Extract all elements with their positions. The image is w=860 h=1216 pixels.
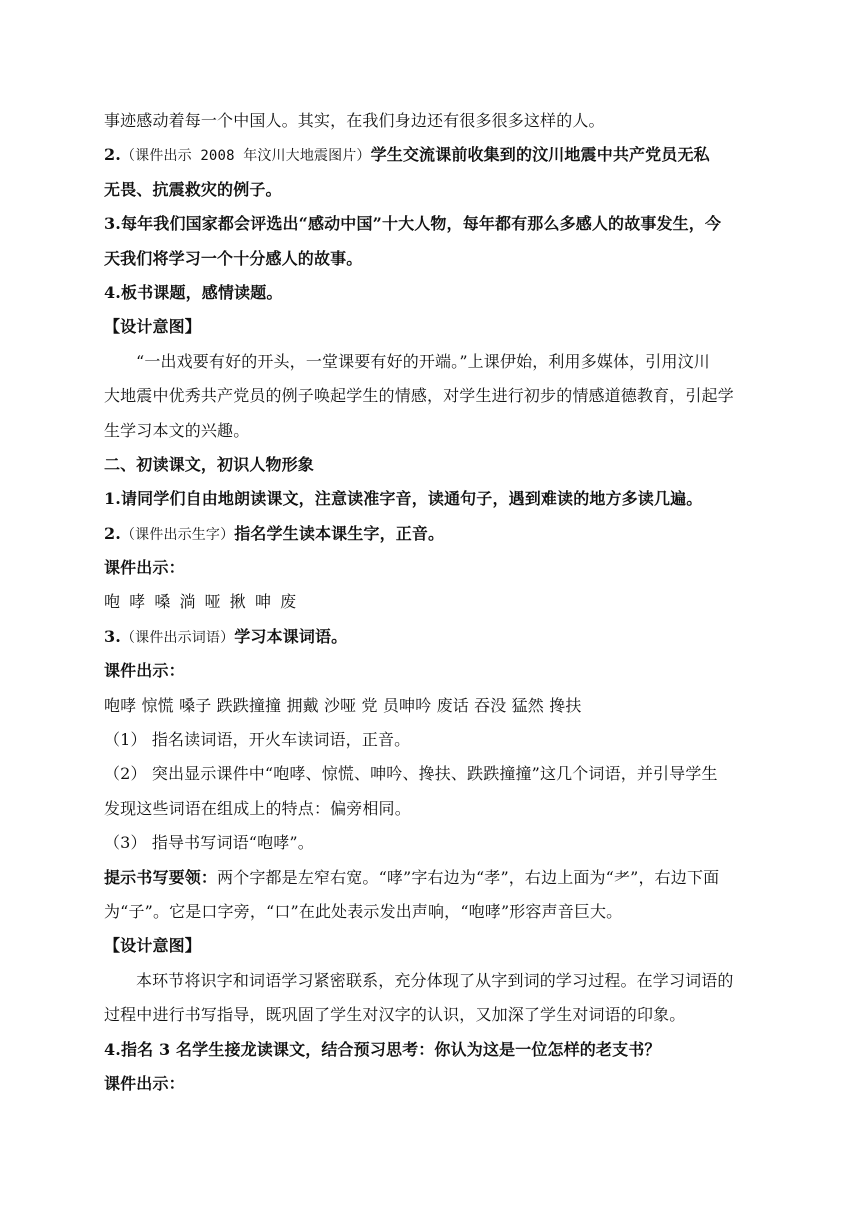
step-3-line — [104, 620, 784, 654]
design-intent-heading: 【设计意图】 — [104, 936, 201, 956]
design-intent-text: 过程中进行书写指导，既巩固了学生对汉字的认识，又加深了学生对词语的印象。 — [104, 1005, 686, 1025]
character: 咆 — [104, 592, 121, 612]
step-4-line: 4.指名 3 名学生接龙读课文，结合预习思考：你认为这是一位怎样的老支书？ — [104, 1039, 661, 1059]
step-2-continued: 无畏、抗震救灾的例子。 — [104, 179, 282, 199]
paragraph-line: 事迹感动着每一个中国人。其实，在我们身边还有很多很多这样的人。 — [104, 111, 605, 130]
design-intent-text: 本环节将识字和词语学习紧密联系，充分体现了从字到词的学习过程。在学习词语的 — [136, 970, 734, 990]
character: 淌 — [179, 592, 196, 612]
step-number: 3. — [104, 626, 122, 646]
step-1-line: 1.请同学们自由地朗读课文，注意读准字音，读通句子，遇到难读的地方多读几遍。 — [104, 489, 703, 509]
step-3-line: 3.每年我们国家都会评选出“感动中国”十大人物，每年都有那么多感人的故事发生，今 — [104, 214, 722, 234]
writing-tips-text: 两个字都是左窄右宽。“哮”字右边为“孝”，右边上面为“耂”，右边下面 — [217, 867, 720, 887]
vocabulary-list: 咆哮 惊慌 嗓子 跌跌撞撞 拥戴 沙哑 党 员呻吟 废话 吞没 猛然 搀扶 — [104, 695, 582, 715]
substep-1: （1） 指名读词语，开火车读词语，正音。 — [104, 730, 411, 750]
courseware-note: （课件出示生字） — [121, 526, 235, 543]
new-characters-list — [104, 585, 784, 619]
substep-3: （3） 指导书写词语“咆哮”。 — [104, 833, 314, 853]
writing-tips-continued: 为“子”。它是口字旁，“口”在此处表示发出声响，“咆哮”形容声音巨大。 — [104, 901, 623, 921]
step-text: 学习本课词语。 — [234, 626, 348, 646]
character: 嗓 — [154, 592, 171, 612]
step-2-line — [104, 138, 784, 172]
courseware-note: （课件出示词语） — [121, 629, 235, 646]
character: 呻 — [254, 592, 272, 612]
section-heading: 二、初读课文，初识人物形象 — [104, 454, 314, 474]
courseware-label: 课件出示： — [104, 558, 185, 578]
document-page — [104, 104, 784, 1101]
character: 废 — [280, 592, 297, 612]
step-4-line: 4.板书课题，感情读题。 — [104, 282, 283, 302]
step-number: 2. — [104, 523, 122, 543]
step-3-continued: 天我们将学习一个十分感人的故事。 — [104, 248, 363, 268]
character: 哮 — [129, 592, 146, 612]
character: 揪 — [229, 592, 246, 612]
step-text: 指名学生读本课生字，正音。 — [234, 523, 445, 543]
substep-2-continued: 发现这些词语在组成上的特点：偏旁相同。 — [104, 798, 411, 818]
courseware-label: 课件出示： — [104, 1073, 185, 1093]
design-intent-text: 大地震中优秀共产党员的例子唤起学生的情感，对学生进行初步的情感道德教育，引起学 — [104, 386, 734, 406]
design-intent-heading: 【设计意图】 — [104, 317, 201, 337]
design-intent-text: 生学习本文的兴趣。 — [104, 420, 250, 440]
writing-tips-label: 提示书写要领： — [104, 867, 218, 887]
step-number: 2. — [104, 145, 122, 165]
design-intent-text: “一出戏要有好的开头，一堂课要有好的开端。”上课伊始，利用多媒体，引用汶川 — [136, 351, 710, 371]
step-2-line — [104, 517, 784, 551]
courseware-note: （课件出示 2008 年汶川大地震图片） — [121, 148, 371, 165]
step-text: 学生交流课前收集到的汶川地震中共产党员无私 — [370, 145, 710, 165]
character: 哑 — [204, 592, 221, 612]
substep-2: （2） 突出显示课件中“咆哮、惊慌、呻吟、搀扶、跌跌撞撞”这几个词语，并引导学生 — [104, 764, 718, 784]
writing-tips-line — [104, 861, 784, 895]
courseware-label: 课件出示： — [104, 661, 185, 681]
